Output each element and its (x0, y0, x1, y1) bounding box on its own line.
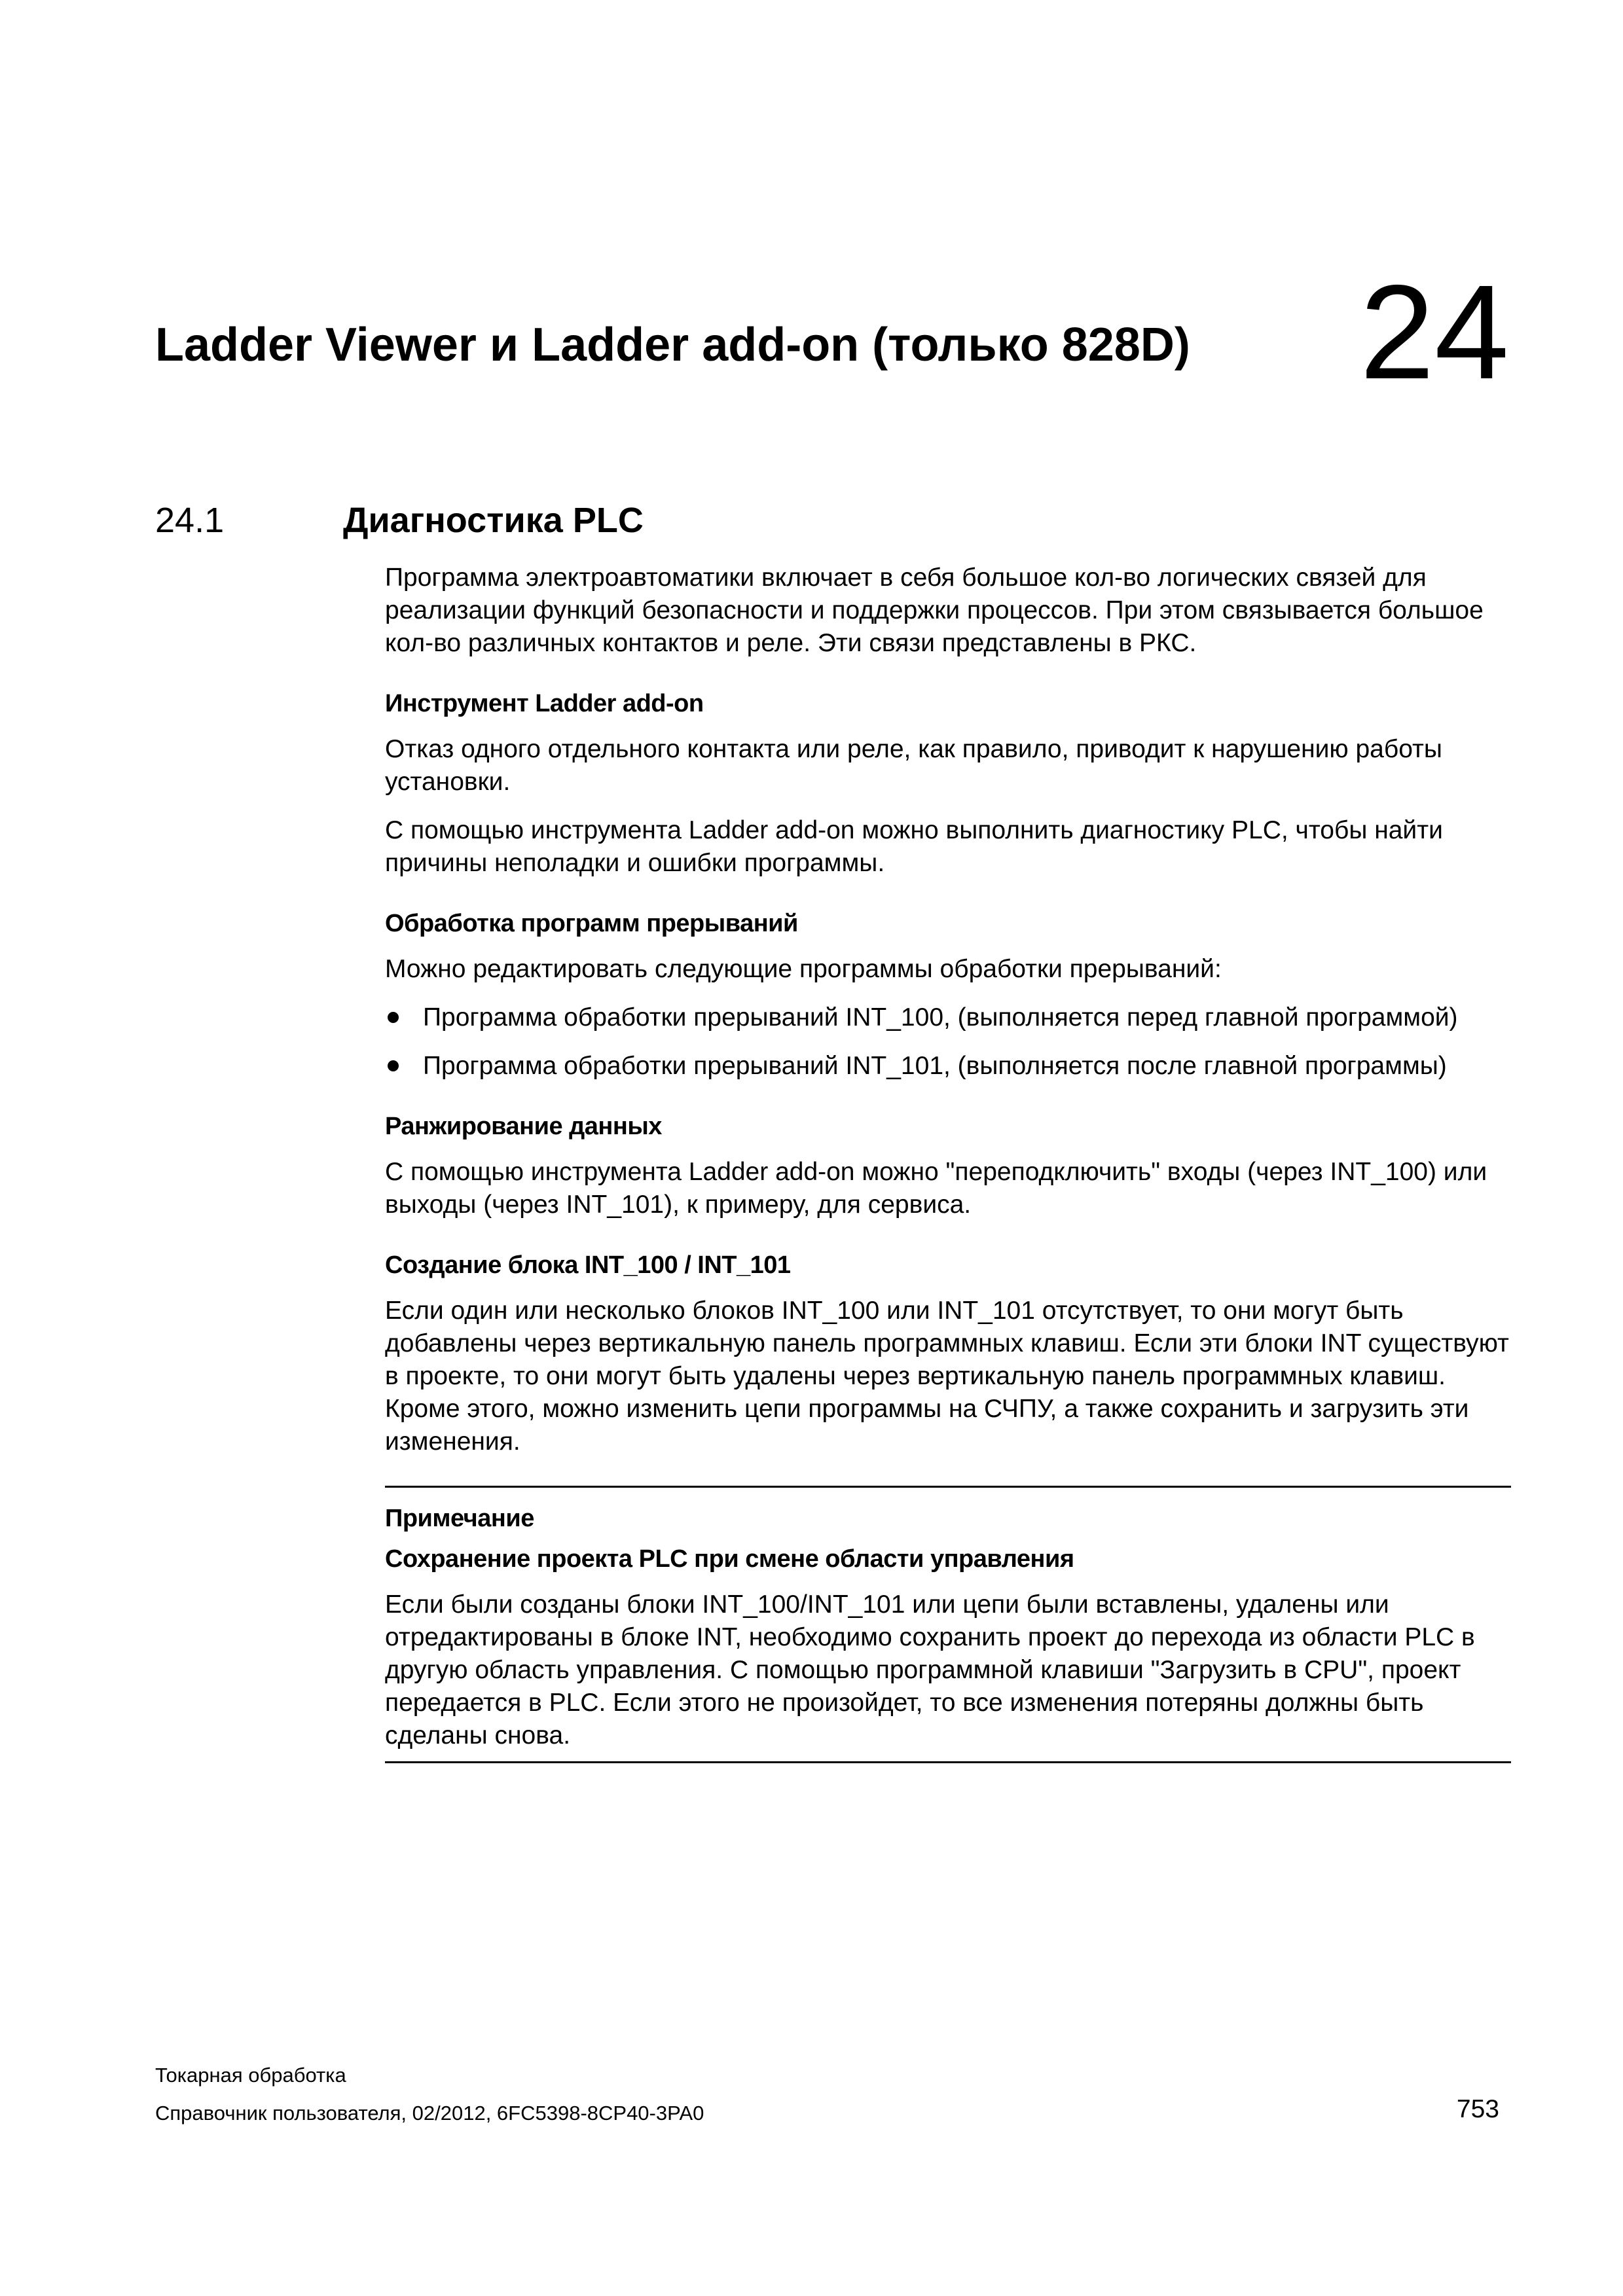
list-item-text: Программа обработки прерываний INT_100, (выполняется перед главной программой) (423, 1003, 1458, 1031)
bullet-icon (388, 1060, 399, 1071)
chapter-number: 24 (1359, 257, 1509, 407)
note-label: Примечание (385, 1505, 534, 1532)
note-heading: Сохранение проекта PLC при смене области управления (385, 1545, 1074, 1573)
section-body (385, 562, 1511, 1763)
page-number: 753 (1456, 2095, 1499, 2123)
ranking-paragraph: С помощью инструмента Ladder add-on можно "переподключить" входы (через INT_100) или выходы (через INT_101), к примеру, для сервиса. (385, 1158, 1487, 1219)
section-number: 24.1 (155, 501, 225, 540)
note-box (385, 1486, 1511, 1763)
section-title: Диагностика PLC (343, 501, 644, 540)
ladder-addon-paragraph-1: Отказ одного отдельного контакта или реле, как правило, приводит к нарушению работы установки. (385, 735, 1442, 796)
intro-paragraph: Программа электроавтоматики включает в себя большое кол-во логических связей для реализации функций безопасности и поддержки процессов. При этом связывается большое кол-во различных контактов и реле. Эти связи представлены в РКС. (385, 564, 1484, 657)
footer-manual-info: Справочник пользователя, 02/2012, 6FC5398-8CP40-3PA0 (155, 2102, 704, 2125)
bullet-icon (388, 1012, 399, 1023)
chapter-title: Ladder Viewer и Ladder add-on (только 828D) (155, 319, 1190, 371)
interrupts-intro: Можно редактировать следующие программы обработки прерываний: (385, 955, 1222, 983)
list-item-text: Программа обработки прерываний INT_101, (выполняется после главной программы) (423, 1052, 1447, 1080)
create-block-paragraph: Если один или несколько блоков INT_100 или INT_101 отсутствует, то они могут быть добавлены через вертикальную панель программных клавиш. Если эти блоки INT существуют в проекте, то они могут быть удалены через вертикальную панель программных клавиш. Кроме этого, можно изменить цепи программы на СЧПУ, а также сохранить и загрузить эти изменения. (385, 1297, 1509, 1456)
note-paragraph: Если были созданы блоки INT_100/INT_101 или цепи были вставлены, удалены или отредактированы в блоке INT, необходимо сохранить проект до перехода из области PLC в другую область управления. С помощью программной клавиши "Загрузить в CPU", проект передается в PLC. Если этого не произойдет, то все изменения потеряны должны быть сделаны снова. (385, 1590, 1475, 1749)
create-block-heading: Создание блока INT_100 / INT_101 (385, 1251, 791, 1279)
interrupts-heading: Обработка программ прерываний (385, 910, 798, 937)
ladder-addon-paragraph-2: С помощью инструмента Ladder add-on можно выполнить диагностику PLC, чтобы найти причины неполадки и ошибки программы. (385, 816, 1443, 877)
list-item (385, 1001, 1511, 1034)
footer-manual-title: Токарная обработка (155, 2064, 346, 2087)
interrupts-list (385, 1001, 1511, 1083)
list-item (385, 1050, 1511, 1083)
ranking-heading: Ранжирование данных (385, 1113, 662, 1140)
ladder-addon-heading: Инструмент Ladder add-on (385, 690, 704, 717)
